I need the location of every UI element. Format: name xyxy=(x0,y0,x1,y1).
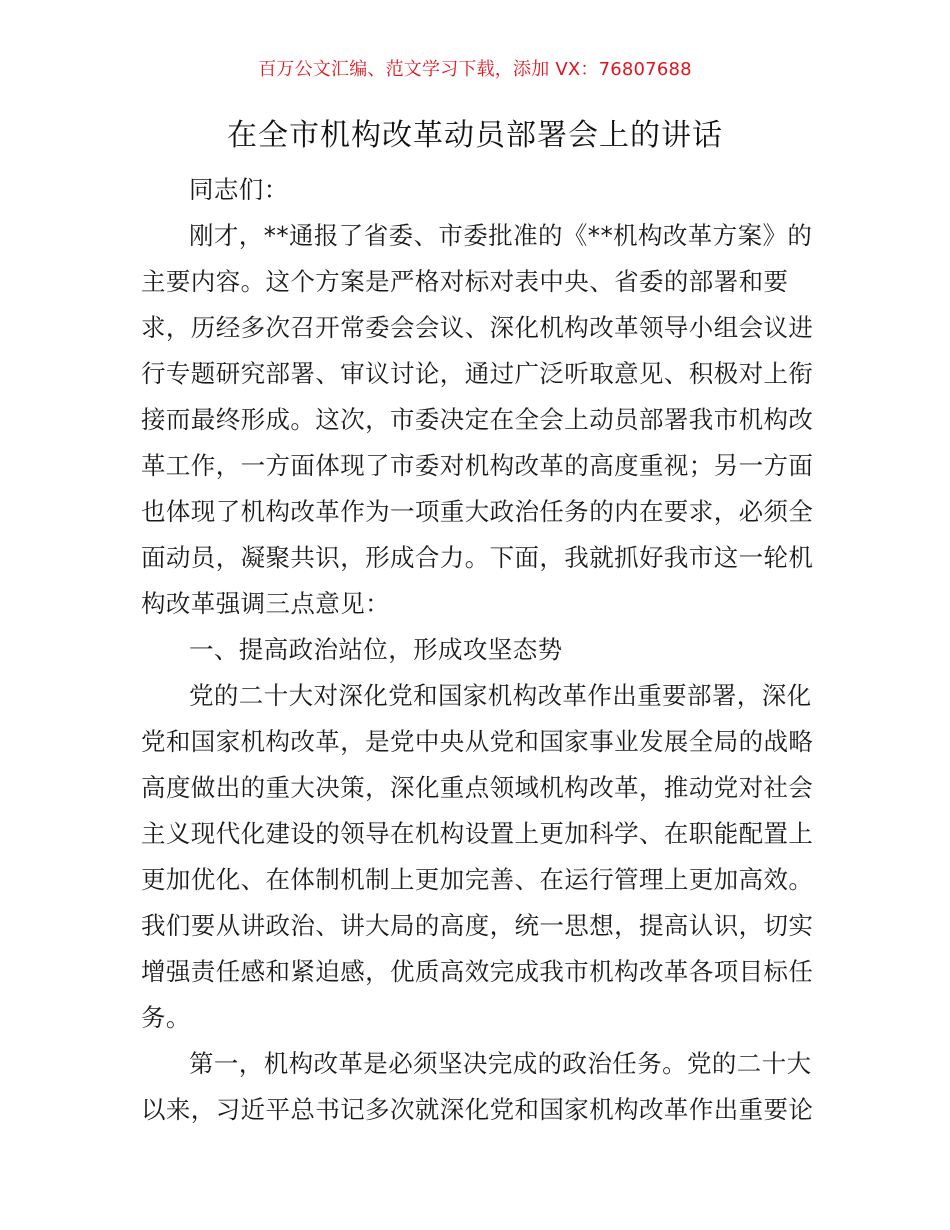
text-line: 党的二十大对深化党和国家机构改革作出重要部署，深化 xyxy=(189,681,812,710)
salutation: 同志们： xyxy=(189,175,289,204)
text-line: 党和国家机构改革，是党中央从党和国家事业发展全局的战略 xyxy=(141,727,814,756)
text-line: 面动员，凝聚共识，形成合力。下面，我就抓好我市这一轮机 xyxy=(141,543,814,572)
text-line: 主义现代化建设的领导在机构设置上更加科学、在职能配置上 xyxy=(141,819,814,848)
watermark-header: 百万公文汇编、范文学习下载，添加 VX：76807688 xyxy=(258,59,692,80)
text-line: 革工作，一方面体现了市委对机构改革的高度重视；另一方面 xyxy=(141,451,814,480)
text-line: 增强责任感和紧迫感，优质高效完成我市机构改革各项目标任 xyxy=(141,957,814,986)
text-line: 行专题研究部署、审议讨论，通过广泛听取意见、积极对上衔 xyxy=(141,359,814,388)
paragraph-lines xyxy=(141,213,814,1133)
text-line: 第一，机构改革是必须坚决完成的政治任务。党的二十大 xyxy=(189,1049,812,1078)
text-line: 一、提高政治站位，形成攻坚态势 xyxy=(189,635,563,664)
document-title: 在全市机构改革动员部署会上的讲话 xyxy=(227,118,723,153)
text-line: 也体现了机构改革作为一项重大政治任务的内在要求，必须全 xyxy=(141,497,814,526)
text-line: 求，历经多次召开常委会会议、深化机构改革领导小组会议进 xyxy=(141,313,814,342)
document-body xyxy=(141,167,814,1133)
text-line: 更加优化、在体制机制上更加完善、在运行管理上更加高效。 xyxy=(141,865,814,894)
text-line: 我们要从讲政治、讲大局的高度，统一思想，提高认识，切实 xyxy=(141,911,814,940)
text-line: 以来，习近平总书记多次就深化党和国家机构改革作出重要论 xyxy=(141,1095,814,1124)
text-line: 接而最终形成。这次，市委决定在全会上动员部署我市机构改 xyxy=(141,405,814,434)
text-line: 务。 xyxy=(141,1003,191,1032)
text-line: 刚才，**通报了省委、市委批准的《**机构改革方案》的 xyxy=(189,221,813,250)
text-line: 主要内容。这个方案是严格对标对表中央、省委的部署和要 xyxy=(141,267,789,296)
text-line: 高度做出的重大决策，深化重点领域机构改革，推动党对社会 xyxy=(141,773,814,802)
text-line: 构改革强调三点意见： xyxy=(141,589,390,618)
